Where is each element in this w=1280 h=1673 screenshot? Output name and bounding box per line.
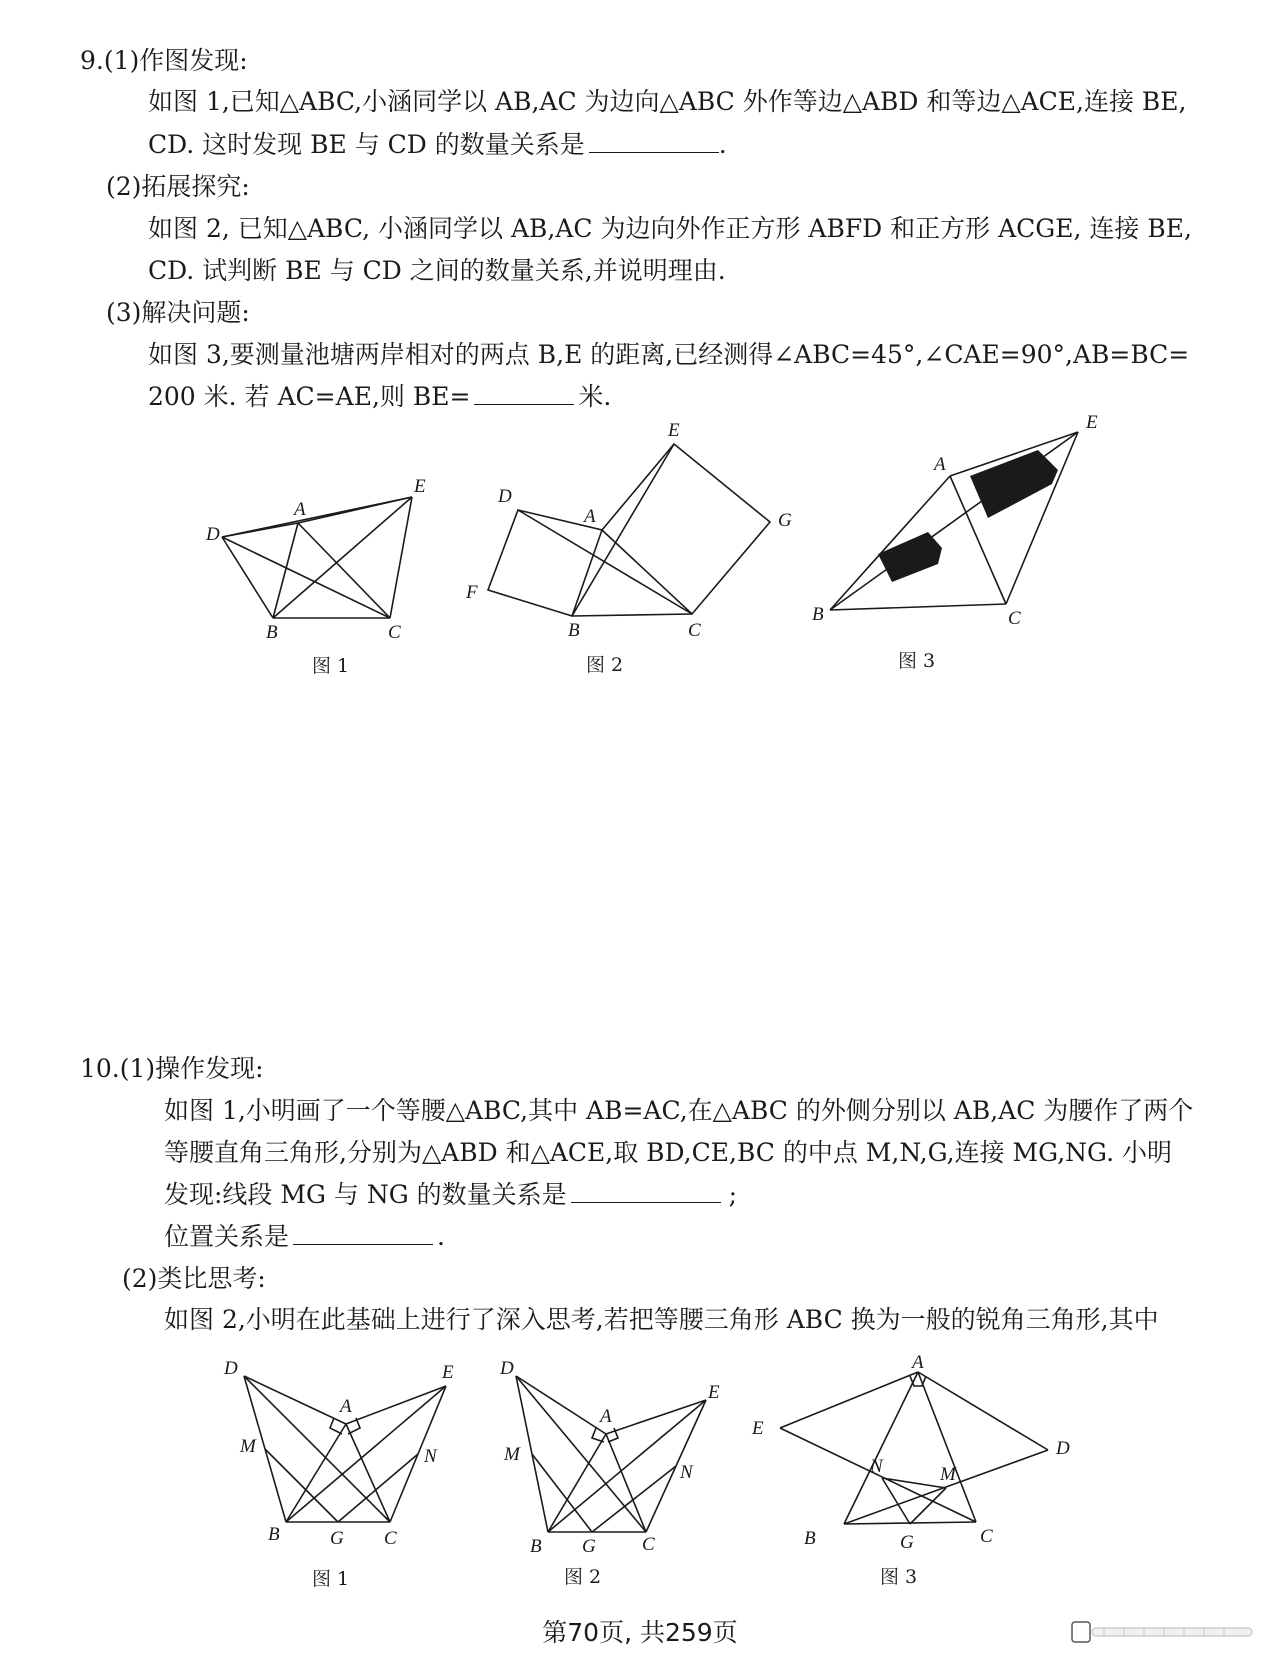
point-label: C	[388, 622, 401, 643]
q10-part2-heading: (2)类比思考:	[122, 1264, 266, 1293]
q9-figure-3	[810, 414, 1100, 672]
point-label: N	[424, 1446, 437, 1467]
q10-part1-line1: 如图 1,小明画了一个等腰△ABC,其中 AB=AC,在△ABC 的外侧分别以 AB,AC 为腰作了两个	[164, 1096, 1194, 1125]
scrollbar-widget[interactable]	[1064, 1616, 1264, 1646]
q9-part3-line2-end: 米.	[578, 382, 612, 411]
q9-part3-line2-text: 200 米. 若 AC=AE,则 BE=	[148, 382, 471, 411]
answer-blank	[293, 1222, 433, 1245]
point-label: G	[330, 1528, 344, 1549]
q10-part1-line4-end: .	[437, 1222, 445, 1251]
q10-figure-3	[750, 1352, 1090, 1588]
point-label: G	[582, 1536, 596, 1552]
q10-figure-2	[496, 1352, 736, 1588]
figure-caption: 图 1	[312, 655, 350, 677]
pond-shape	[970, 450, 1058, 518]
page-number: 第70页, 共259页	[542, 1618, 738, 1647]
point-label: M	[504, 1444, 520, 1465]
q9-part2-heading: (2)拓展探究:	[106, 172, 250, 201]
q9-figure-2	[462, 418, 802, 676]
q10-part2-line1: 如图 2,小明在此基础上进行了深入思考,若把等腰三角形 ABC 换为一般的锐角三角形,其中	[164, 1305, 1159, 1334]
point-label: D	[498, 486, 512, 507]
point-label: N	[870, 1456, 883, 1477]
point-label: E	[442, 1362, 454, 1383]
point-label: A	[912, 1352, 924, 1373]
point-label: D	[500, 1358, 514, 1379]
point-label: A	[294, 499, 306, 520]
point-label: A	[934, 454, 946, 475]
point-label: E	[668, 420, 680, 441]
q9-part3-line1: 如图 3,要测量池塘两岸相对的两点 B,E 的距离,已经测得∠ABC=45°,∠CAE=90°,AB=BC=	[148, 340, 1190, 369]
q9-part1-line2-end: .	[718, 130, 727, 159]
point-label: G	[900, 1532, 914, 1552]
point-label: E	[752, 1418, 764, 1439]
q9-figure-3-diagram	[810, 414, 1100, 624]
point-label: B	[804, 1528, 816, 1549]
q10-part1-line2: 等腰直角三角形,分别为△ABD 和△ACE,取 BD,CE,BC 的中点 M,N,G,连接 MG,NG. 小明	[164, 1138, 1173, 1167]
point-label: D	[206, 524, 220, 545]
figure-caption: 图 2	[586, 654, 624, 676]
answer-blank	[571, 1180, 721, 1203]
q9-part1-line2-text: CD. 这时发现 BE 与 CD 的数量关系是	[148, 130, 585, 159]
q10-heading: 10.(1)操作发现:	[80, 1054, 264, 1083]
figure-caption: 图 3	[898, 650, 936, 672]
q10-figure-3-diagram	[750, 1352, 1090, 1552]
point-label: B	[266, 622, 278, 643]
point-label: C	[980, 1526, 993, 1547]
q10-figure-1	[220, 1352, 470, 1590]
point-label: N	[680, 1462, 693, 1483]
q10-figure-1-diagram	[220, 1352, 470, 1552]
q9-figure-2-diagram	[462, 418, 802, 638]
q9-part1-line2	[148, 128, 727, 162]
point-label: C	[642, 1534, 655, 1552]
q9-heading: 9.(1)作图发现:	[80, 46, 248, 75]
answer-blank	[589, 130, 719, 153]
point-label: B	[812, 604, 824, 624]
q9-figure-1-diagram	[200, 455, 440, 645]
point-label: E	[708, 1382, 720, 1403]
point-label: G	[778, 510, 792, 531]
pond-shape	[878, 532, 942, 582]
point-label: M	[240, 1436, 256, 1457]
figure-caption: 图 1	[312, 1568, 350, 1590]
point-label: D	[1056, 1438, 1070, 1459]
point-label: B	[268, 1524, 280, 1545]
point-label: F	[466, 582, 478, 603]
point-label: E	[1086, 414, 1098, 433]
q9-part3-line2	[148, 380, 611, 414]
point-label: B	[568, 620, 580, 638]
point-label: A	[600, 1406, 612, 1427]
point-label: A	[340, 1396, 352, 1417]
point-label: C	[384, 1528, 397, 1549]
figure-caption: 图 3	[880, 1566, 918, 1588]
q9-part1-line1: 如图 1,已知△ABC,小涵同学以 AB,AC 为边向△ABC 外作等边△ABD 和等边△ACE,连接 BE,	[148, 87, 1187, 116]
point-label: C	[1008, 608, 1021, 624]
q10-part1-line3	[164, 1178, 737, 1212]
q9-part2-line2: CD. 试判断 BE 与 CD 之间的数量关系,并说明理由.	[148, 256, 726, 285]
answer-blank	[474, 382, 574, 405]
q10-part1-line4	[164, 1220, 445, 1254]
q9-part2-line1: 如图 2, 已知△ABC, 小涵同学以 AB,AC 为边向外作正方形 ABFD 和正方形 ACGE, 连接 BE,	[148, 214, 1192, 243]
q9-figure-1	[200, 455, 440, 677]
point-label: B	[530, 1536, 542, 1552]
point-label: M	[940, 1464, 956, 1485]
q10-part1-line3-end: ;	[728, 1180, 738, 1209]
point-label: A	[584, 506, 596, 527]
point-label: E	[414, 476, 426, 497]
q10-part1-line3-text: 发现:线段 MG 与 NG 的数量关系是	[164, 1180, 567, 1209]
point-label: D	[224, 1358, 238, 1379]
figure-caption: 图 2	[564, 1566, 602, 1588]
q10-figure-2-diagram	[496, 1352, 736, 1552]
q10-part1-line4-text: 位置关系是	[164, 1222, 290, 1251]
point-label: C	[688, 620, 701, 638]
q9-part3-heading: (3)解决问题:	[106, 298, 250, 327]
